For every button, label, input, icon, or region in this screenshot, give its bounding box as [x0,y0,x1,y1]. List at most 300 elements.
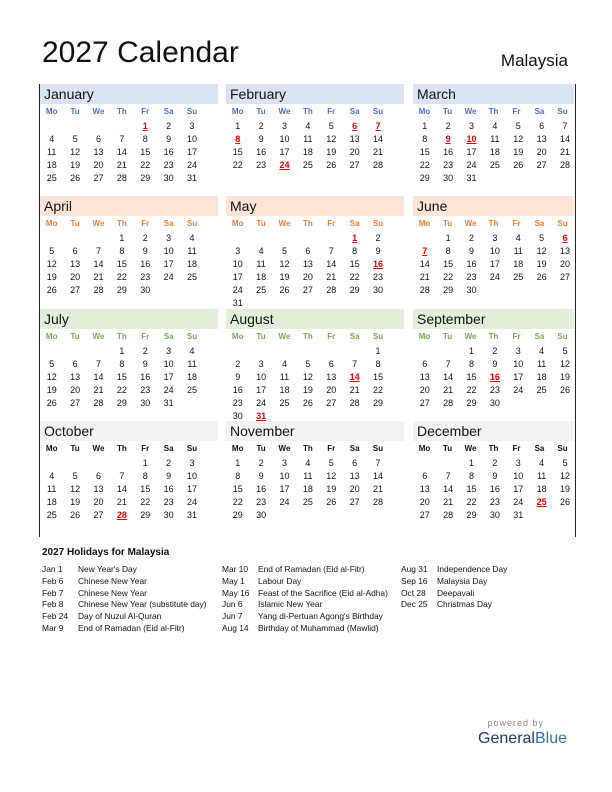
weekday-label: Su [372,332,384,341]
day-cell: 2 [258,458,264,468]
day-cell: 3 [492,233,498,243]
day-cell: 21 [349,385,360,395]
day-cell: 4 [305,121,311,131]
day-cell: 4 [281,359,287,369]
day-cell: 6 [72,359,78,369]
day-cell: 5 [72,134,78,144]
weekday-label: Su [557,219,568,228]
weekday-label: Sa [349,219,360,228]
day-cell: 4 [189,346,195,356]
day-cell: 6 [328,359,334,369]
day-cell: 27 [326,398,337,408]
day-cell: 8 [375,359,381,369]
day-cell: 9 [166,134,172,144]
day-cell: 2 [492,346,498,356]
day-cell: 25 [489,160,500,170]
day-cell: 11 [513,246,523,256]
day-cell: 2 [166,121,172,131]
day-cell: 11 [187,359,197,369]
holiday-day-cell: 6 [562,233,568,243]
weekday-label: Mo [45,444,58,453]
day-cell: 28 [373,497,384,507]
day-cell: 4 [492,121,498,131]
day-cell: 23 [140,385,151,395]
day-cell: 10 [513,359,524,369]
weekday-label: Fr [512,444,521,453]
weekday-label: Tu [70,107,80,116]
month-november [226,421,404,522]
day-cell: 24 [163,272,174,282]
day-cell: 1 [468,458,474,468]
weekday-label: Su [186,107,198,116]
month-september [413,309,574,410]
day-cell: 13 [93,147,104,157]
day-cell: 23 [163,160,174,170]
day-cell: 17 [163,372,174,382]
day-cell: 21 [116,497,127,507]
day-cell: 4 [539,346,545,356]
weekday-label: Tu [256,444,266,453]
holiday-date: Jun 7 [222,611,243,622]
holiday-date: Feb 8 [42,599,64,610]
weekday-label: We [464,219,477,228]
weekday-label: Mo [418,107,431,116]
day-cell: 11 [47,147,57,157]
day-cell: 27 [419,510,430,520]
day-cell: 22 [232,160,243,170]
day-cell: 23 [489,497,500,507]
day-cell: 1 [142,458,148,468]
day-cell: 13 [419,484,430,494]
weekday-label: Th [488,107,499,116]
day-cell: 17 [256,385,267,395]
day-cell: 27 [70,285,81,295]
day-cell: 1 [119,233,125,243]
day-cell: 26 [560,385,571,395]
weekday-label: Tu [442,107,453,116]
weekday-label: Fr [141,107,150,116]
day-cell: 5 [515,121,521,131]
day-cell: 5 [328,458,334,468]
day-cell: 3 [189,121,195,131]
day-cell: 7 [445,359,451,369]
day-cell: 18 [46,497,57,507]
day-cell: 4 [305,458,311,468]
weekday-label: Mo [231,332,244,341]
day-cell: 26 [326,160,337,170]
day-cell: 17 [489,259,500,269]
day-cell: 8 [468,359,474,369]
day-cell: 19 [326,147,337,157]
day-cell: 22 [419,160,430,170]
day-cell: 26 [279,285,290,295]
day-cell: 3 [166,233,172,243]
day-cell: 14 [560,134,571,144]
day-cell: 18 [489,147,500,157]
day-cell: 17 [466,147,477,157]
day-cell: 9 [492,359,498,369]
weekday-label: We [464,444,477,453]
day-cell: 26 [513,160,524,170]
weekday-label: Sa [163,219,174,228]
holiday-name: Yang di-Pertuan Agong's Birthday [258,611,383,622]
day-cell: 28 [443,510,454,520]
day-cell: 23 [163,497,174,507]
holiday-date: Feb 6 [42,575,64,586]
weekday-label: Fr [327,107,336,116]
weekday-label: Tu [256,107,266,116]
weekday-label: Su [372,107,384,116]
day-cell: 25 [536,385,547,395]
day-cell: 15 [349,259,360,269]
month-february [226,84,404,172]
weekday-label: Su [372,444,384,453]
holiday-date: Dec 25 [401,599,428,610]
holiday-date: Oct 28 [401,587,426,598]
holiday-item [42,623,212,635]
day-cell: 7 [562,121,568,131]
day-cell: 21 [419,272,430,282]
day-cell: 22 [466,497,477,507]
day-cell: 10 [513,471,524,481]
day-cell: 29 [116,398,127,408]
holiday-day-cell: 7 [422,246,428,256]
day-cell: 25 [187,385,198,395]
day-cell: 21 [326,272,337,282]
day-cell: 15 [232,147,243,157]
day-cell: 2 [492,458,498,468]
weekday-label: Th [116,107,127,116]
holiday-item [42,599,212,611]
holiday-day-cell: 25 [536,497,547,507]
day-cell: 12 [536,246,547,256]
day-cell: 18 [536,372,547,382]
holiday-column-2 [222,564,392,635]
day-cell: 20 [326,385,337,395]
day-cell: 7 [119,471,125,481]
day-cell: 24 [232,285,243,295]
day-cell: 25 [256,285,267,295]
month-name: November [226,421,404,441]
weekday-label: Sa [534,332,545,341]
day-cell: 22 [443,272,454,282]
month-july [40,309,218,410]
holiday-item [222,611,392,623]
month-name: December [413,421,574,441]
holiday-day-cell: 16 [489,372,500,382]
day-cell: 29 [140,510,151,520]
holiday-name: Labour Day [258,575,302,586]
day-cell: 7 [95,359,101,369]
weekday-label: We [464,107,477,116]
day-cell: 6 [305,246,311,256]
month-name: September [413,309,574,329]
day-cell: 27 [93,173,104,183]
day-cell: 25 [46,173,57,183]
holiday-column-3 [401,564,571,611]
holiday-name: Independence Day [437,564,508,574]
holiday-date: Mar 9 [42,622,64,633]
calendar-grid [39,84,576,537]
day-cell: 12 [326,471,337,481]
day-cell: 19 [513,147,524,157]
day-cell: 12 [70,147,81,157]
weekday-label: Sa [534,107,545,116]
day-cell: 17 [513,372,524,382]
weekday-label: Tu [70,219,80,228]
day-cell: 28 [560,160,571,170]
weekday-label: Sa [163,332,174,341]
brand-blue: Blue [534,730,567,747]
holiday-name: Deepavali [437,587,475,598]
day-cell: 30 [163,510,174,520]
day-cell: 19 [326,484,337,494]
day-cell: 6 [422,359,428,369]
holiday-item [42,611,212,623]
day-cell: 10 [279,471,290,481]
day-cell: 7 [375,458,381,468]
day-cell: 29 [116,285,127,295]
day-cell: 3 [235,246,241,256]
weekday-label: Fr [512,107,521,116]
day-cell: 20 [302,272,313,282]
day-cell: 11 [47,484,57,494]
holiday-name: Islamic New Year [258,599,323,610]
weekday-label: Th [488,444,499,453]
holiday-day-cell: 6 [352,121,358,131]
day-cell: 15 [443,259,454,269]
day-cell: 8 [422,134,428,144]
holiday-date: May 1 [222,575,245,586]
day-cell: 11 [490,134,500,144]
day-cell: 15 [373,372,384,382]
weekday-label: Fr [141,219,150,228]
day-cell: 30 [489,398,500,408]
day-cell: 9 [258,471,264,481]
day-cell: 4 [49,134,55,144]
day-cell: 12 [46,259,57,269]
day-cell: 2 [166,458,172,468]
day-cell: 18 [46,160,57,170]
day-cell: 12 [46,372,57,382]
day-cell: 27 [349,497,360,507]
day-cell: 27 [302,285,313,295]
day-cell: 24 [466,160,477,170]
day-cell: 27 [349,160,360,170]
day-cell: 30 [489,510,500,520]
day-cell: 26 [560,497,571,507]
day-cell: 11 [279,372,290,382]
day-cell: 31 [513,510,524,520]
day-cell: 16 [466,259,477,269]
holiday-date: Jan 1 [42,564,63,574]
day-cell: 2 [445,121,451,131]
day-cell: 18 [256,272,267,282]
holiday-item [222,623,392,635]
holiday-item [222,599,392,611]
holiday-name: Malaysia Day [437,575,488,586]
day-cell: 23 [232,398,243,408]
day-cell: 12 [513,134,524,144]
day-cell: 21 [560,147,571,157]
day-cell: 23 [489,385,500,395]
day-cell: 22 [373,385,384,395]
holiday-item [401,599,571,611]
weekday-label: Sa [349,107,360,116]
day-cell: 23 [256,160,267,170]
day-cell: 23 [443,160,454,170]
day-cell: 8 [352,246,358,256]
holiday-date: Feb 24 [42,611,69,622]
day-cell: 12 [70,484,81,494]
weekday-label: We [464,332,477,341]
weekday-label: We [278,107,291,116]
day-cell: 14 [373,134,384,144]
day-cell: 6 [95,134,101,144]
month-august [226,309,404,423]
day-cell: 4 [539,458,545,468]
weekday-label: We [278,219,291,228]
weekday-label: Sa [349,332,360,341]
day-cell: 3 [189,458,195,468]
day-cell: 21 [443,385,454,395]
day-cell: 11 [536,471,547,481]
day-cell: 29 [419,173,430,183]
weekday-label: Su [557,332,568,341]
day-cell: 29 [466,510,477,520]
day-cell: 13 [70,259,81,269]
day-cell: 24 [163,385,174,395]
day-cell: 6 [72,246,78,256]
day-cell: 12 [279,259,290,269]
day-cell: 26 [46,285,57,295]
day-cell: 30 [163,173,174,183]
weekday-label: We [278,444,291,453]
weekday-label: Mo [45,219,58,228]
day-cell: 18 [302,484,313,494]
day-cell: 21 [373,484,384,494]
weekday-label: Fr [327,332,336,341]
day-cell: 13 [419,372,430,382]
day-cell: 6 [352,458,358,468]
holiday-day-cell: 10 [466,134,477,144]
day-cell: 8 [468,471,474,481]
weekday-label: Su [372,219,384,228]
weekday-label: Tu [442,219,453,228]
weekday-label: Su [186,332,198,341]
day-cell: 3 [515,458,521,468]
weekday-label: Sa [534,219,545,228]
day-cell: 5 [562,458,568,468]
weekday-label: Mo [231,219,244,228]
holiday-date: Feb 7 [42,587,64,598]
day-cell: 26 [326,497,337,507]
day-cell: 29 [466,398,477,408]
day-cell: 22 [116,385,127,395]
month-march [413,84,574,185]
weekday-label: Mo [231,107,244,116]
day-cell: 22 [349,272,360,282]
day-cell: 19 [279,272,290,282]
day-cell: 10 [256,372,267,382]
holiday-item [42,588,212,600]
weekday-label: Th [302,107,313,116]
day-cell: 21 [443,497,454,507]
weekday-label: Fr [141,444,150,453]
day-cell: 1 [375,346,381,356]
weekday-label: Th [302,332,313,341]
day-cell: 13 [70,372,81,382]
day-cell: 18 [187,372,198,382]
day-cell: 13 [349,134,360,144]
day-cell: 5 [562,346,568,356]
holiday-day-cell: 7 [375,121,381,131]
day-cell: 14 [93,372,104,382]
day-cell: 19 [70,497,81,507]
weekday-label: Fr [141,332,150,341]
weekday-label: Su [186,219,198,228]
day-cell: 18 [279,385,290,395]
holiday-name: Chinese New Year [78,587,147,598]
day-cell: 31 [232,298,243,308]
day-cell: 1 [235,121,241,131]
day-cell: 16 [256,484,267,494]
generalblue-logo[interactable] [478,730,567,748]
holiday-day-cell: 1 [142,121,148,131]
day-cell: 16 [163,147,174,157]
weekday-label: Th [302,219,313,228]
day-cell: 28 [373,160,384,170]
day-cell: 1 [468,346,474,356]
weekday-label: Tu [256,332,266,341]
day-cell: 15 [466,372,477,382]
day-cell: 7 [119,134,125,144]
month-name: March [413,84,574,104]
day-cell: 25 [302,497,313,507]
day-cell: 16 [256,147,267,157]
day-cell: 15 [140,484,151,494]
day-cell: 6 [422,471,428,481]
day-cell: 11 [303,471,313,481]
day-cell: 9 [258,134,264,144]
holiday-item [42,564,212,576]
day-cell: 30 [140,398,151,408]
day-cell: 18 [513,259,524,269]
weekday-label: We [92,219,105,228]
day-cell: 7 [328,246,334,256]
holiday-name: Chinese New Year (substitute day) [78,599,207,610]
month-name: June [413,196,574,216]
holiday-date: May 16 [222,587,250,598]
day-cell: 14 [116,147,127,157]
holiday-name: Birthday of Muhammad (Mawlid) [258,622,379,633]
day-cell: 5 [305,359,311,369]
weekday-label: Tu [70,332,80,341]
day-cell: 16 [140,259,151,269]
day-cell: 4 [189,233,195,243]
holiday-item [401,564,571,576]
day-cell: 27 [70,398,81,408]
day-cell: 14 [326,259,337,269]
day-cell: 6 [95,471,101,481]
day-cell: 22 [140,160,151,170]
day-cell: 28 [419,285,430,295]
day-cell: 22 [116,272,127,282]
day-cell: 30 [443,173,454,183]
holiday-name: Feast of the Sacrifice (Eid al-Adha) [258,587,388,598]
day-cell: 10 [163,359,174,369]
weekday-label: Su [557,107,568,116]
